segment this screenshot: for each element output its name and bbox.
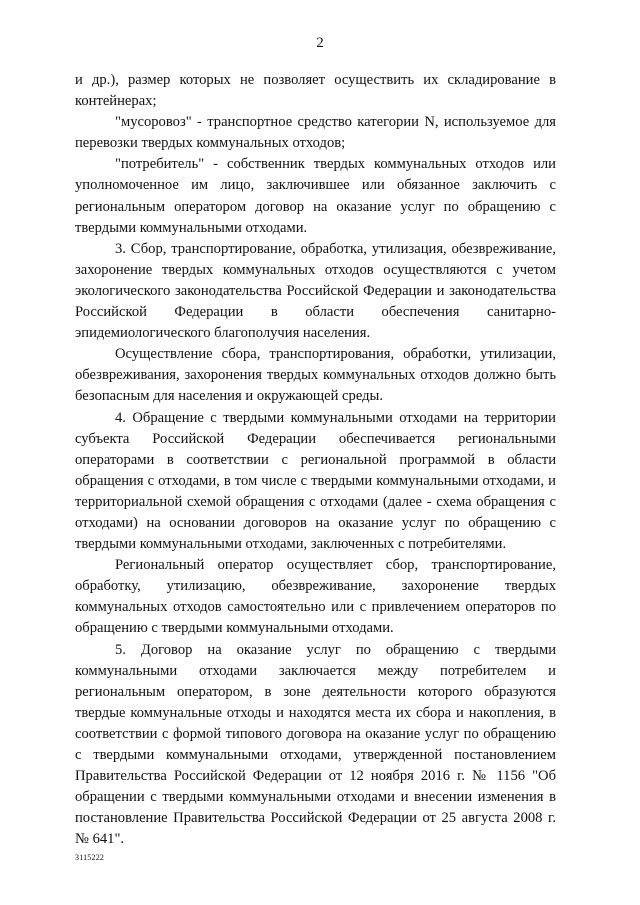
paragraph-item-5: 5. Договор на оказание услуг по обращению с твердыми коммунальными отходами заключается между потребителем и региональным оператором, в зоне деятельности которого образуются твердые коммунальные отходы и находятся места их сбора и накопления, в соответствии с формой типового договора на оказание услуг по обращению с твердыми коммунальными отходами, утвержденной постановлением Правительства Российской Федерации от 12 ноября 2016 г. № 1156 "Об обращении с твердыми коммунальными отходами и внесении изменения в постановление Правительства Российской Федерации от 25 августа 2008 г. № 641". [75, 641, 556, 848]
paragraph-consumer-definition: "потребитель" - собственник твердых коммунальных отходов или уполномоченное им лицо, заключившее или обязанное заключить с региональным оператором договор на оказание услуг по обращению с твердыми коммунальными отходами. [75, 156, 556, 236]
document-body [75, 70, 556, 850]
paragraph-safety: Осуществление сбора, транспортирования, обработки, утилизации, обезвреживания, захоронения твердых коммунальных отходов должно быть безопасным для населения и окружающей среды. [75, 346, 556, 405]
paragraph-continuation: и др.), размер которых не позволяет осуществить их складирование в контейнерах; [75, 72, 556, 110]
page-number: 2 [316, 35, 324, 51]
paragraph-item-3: 3. Сбор, транспортирование, обработка, утилизация, обезвреживание, захоронение твердых коммунальных отходов осуществляются с учетом экологического законодательства Российской Федерации и законодательства Российской Федерации в области обеспечения санитарно-эпидемиологического благополучия населения. [75, 240, 556, 342]
document-code: 3115222 [75, 853, 105, 862]
paragraph-regional-operator: Региональный оператор осуществляет сбор, транспортирование, обработку, утилизацию, обезвреживание, захоронение твердых коммунальных отходов самостоятельно или с привлечением операторов по обращению с твердыми коммунальными отходами. [75, 557, 556, 637]
paragraph-garbage-truck-definition: "мусоровоз" - транспортное средство категории N, используемое для перевозки твердых коммунальных отходов; [75, 114, 556, 152]
paragraph-item-4: 4. Обращение с твердыми коммунальными отходами на территории субъекта Российской Федерации обеспечивается региональными операторами в соответствии с региональной программой в области обращения с отходами, в том числе с твердыми коммунальными отходами, и территориальной схемой обращения с отходами (далее - схема обращения с отходами) на основании договоров на оказание услуг по обращению с твердыми коммунальными отходами, заключенных с потребителями. [75, 409, 556, 553]
